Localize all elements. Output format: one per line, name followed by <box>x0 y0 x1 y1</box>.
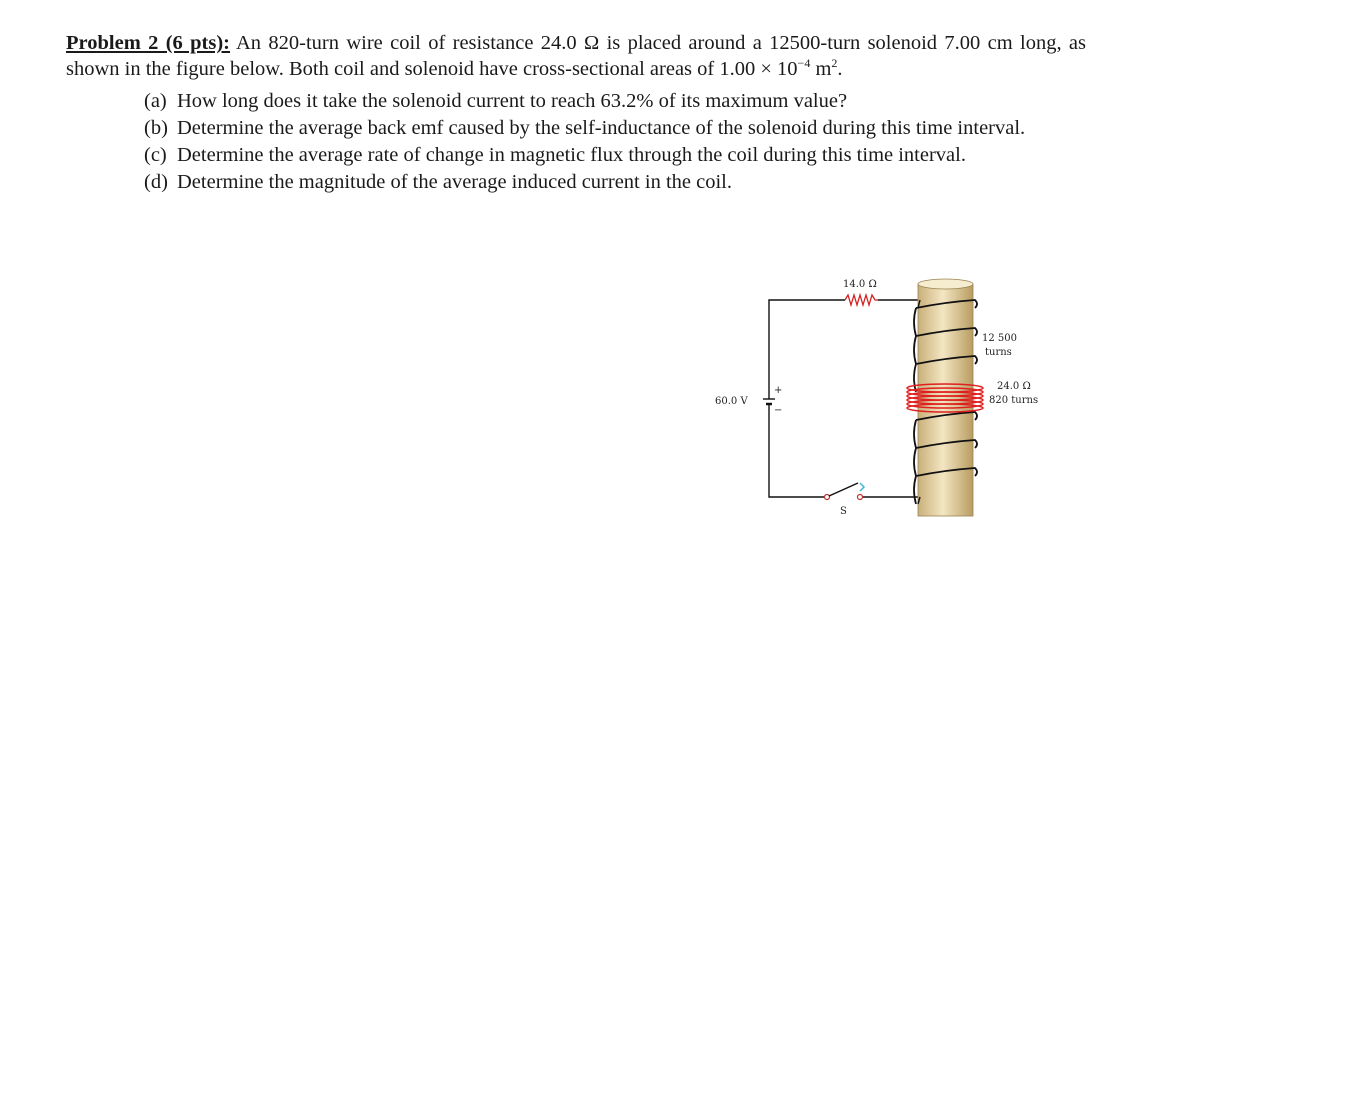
problem-statement <box>66 30 1086 82</box>
coil-resistance-label: 24.0 Ω <box>997 381 1031 392</box>
battery-minus: − <box>774 405 783 416</box>
part-label: (a) <box>144 90 167 112</box>
circuit-figure <box>700 270 1060 530</box>
statement-unit: m <box>810 58 832 80</box>
resistor-label: 14.0 Ω <box>843 279 877 290</box>
problem-heading: Problem 2 (6 pts): <box>66 32 230 54</box>
question-part <box>144 142 1120 168</box>
circuit-wires <box>769 300 920 497</box>
solenoid-top <box>918 279 973 289</box>
part-label: (d) <box>144 171 168 193</box>
solenoid-turns-value: 12 500 <box>982 333 1017 344</box>
part-label: (c) <box>144 144 167 166</box>
problem-document <box>66 30 1086 196</box>
part-label: (b) <box>144 117 168 139</box>
question-parts <box>144 88 1120 195</box>
switch <box>825 483 865 500</box>
question-part <box>144 88 1120 114</box>
resistor-14-ohm <box>845 295 878 305</box>
part-text: Determine the magnitude of the average induced current in the coil. <box>177 171 732 193</box>
solenoid-turns-unit: turns <box>985 347 1012 358</box>
switch-label: S <box>840 506 847 517</box>
battery-label: 60.0 V <box>715 396 748 407</box>
area-exponent: −4 <box>797 56 811 70</box>
part-text: Determine the average rate of change in magnetic flux through the coil during this time interval. <box>177 144 966 166</box>
part-text: Determine the average back emf caused by the self-inductance of the solenoid during this time interval. <box>177 117 1026 139</box>
coil-turns-label: 820 turns <box>989 395 1039 406</box>
unit-exponent: 2 <box>831 56 838 70</box>
question-part <box>144 115 1120 141</box>
question-part <box>144 169 1120 195</box>
battery-plus: + <box>774 385 783 396</box>
statement-text: An 820-turn wire coil of resistance 24.0 Ω is placed around a 12500-turn solenoid 7.00 cm long, as shown in the figure below. Both coil and solenoid have cross-sectional areas of 1.00 × 10 <box>66 32 1086 80</box>
statement-end: . <box>837 58 843 80</box>
part-text: How long does it take the solenoid current to reach 63.2% of its maximum value? <box>177 90 848 112</box>
